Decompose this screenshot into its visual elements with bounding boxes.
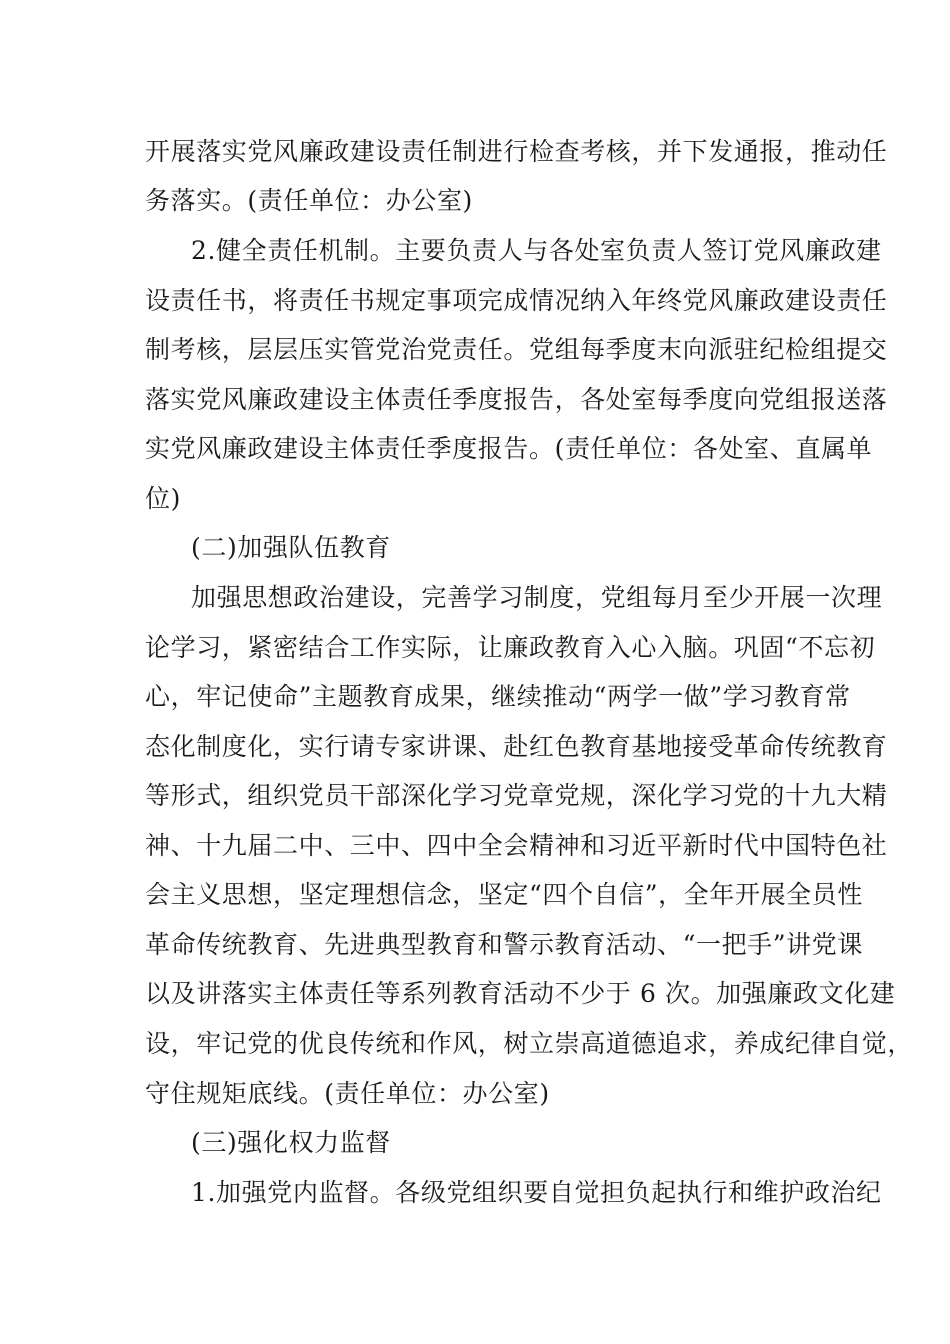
paragraph-line: 务落实。(责任单位：办公室) <box>145 186 473 215</box>
paragraph-line: 态化制度化，实行请专家讲课、赴红色教育基地接受革命传统教育 <box>145 732 888 761</box>
paragraph-line: 开展落实党风廉政建设责任制进行检查考核，并下发通报，推动任 <box>145 137 888 166</box>
paragraph-line: 设责任书，将责任书规定事项完成情况纳入年终党风廉政建设责任 <box>145 286 888 315</box>
section-heading: (三)强化权力监督 <box>191 1128 391 1157</box>
paragraph-line: 等形式，组织党员干部深化学习党章党规，深化学习党的十九大精 <box>145 781 888 810</box>
paragraph-line: 加强思想政治建设，完善学习制度，党组每月至少开展一次理 <box>191 583 883 612</box>
paragraph-line: 1.加强党内监督。各级党组织要自觉担负起执行和维护政治纪 <box>191 1178 882 1207</box>
paragraph-line: 会主义思想，坚定理想信念，坚定“四个自信”，全年开展全员性 <box>145 880 863 909</box>
paragraph-line: 心，牢记使命”主题教育成果，继续推动“两学一做”学习教育常 <box>145 682 851 711</box>
section-heading: (二)加强队伍教育 <box>191 533 391 562</box>
paragraph-line: 实党风廉政建设主体责任季度报告。(责任单位：各处室、直属单 <box>145 434 873 463</box>
paragraph-line: 2.健全责任机制。主要负责人与各处室负责人签订党风廉政建 <box>191 236 882 265</box>
paragraph-line: 以及讲落实主体责任等系列教育活动不少于 6 次。加强廉政文化建 <box>145 979 896 1008</box>
paragraph-line: 位) <box>145 484 181 513</box>
paragraph-line: 守住规矩底线。(责任单位：办公室) <box>145 1079 550 1108</box>
paragraph-line: 制考核，层层压实管党治党责任。党组每季度末向派驻纪检组提交 <box>145 335 888 364</box>
paragraph-line: 设，牢记党的优良传统和作风，树立崇高道德追求，养成纪律自觉， <box>145 1029 914 1058</box>
paragraph-line: 落实党风廉政建设主体责任季度报告，各处室每季度向党组报送落 <box>145 385 888 414</box>
paragraph-line: 革命传统教育、先进典型教育和警示教育活动、“一把手”讲党课 <box>145 930 863 959</box>
paragraph-line: 论学习，紧密结合工作实际，让廉政教育入心入脑。巩固“不忘初 <box>145 633 876 662</box>
paragraph-line: 神、十九届二中、三中、四中全会精神和习近平新时代中国特色社 <box>145 831 888 860</box>
